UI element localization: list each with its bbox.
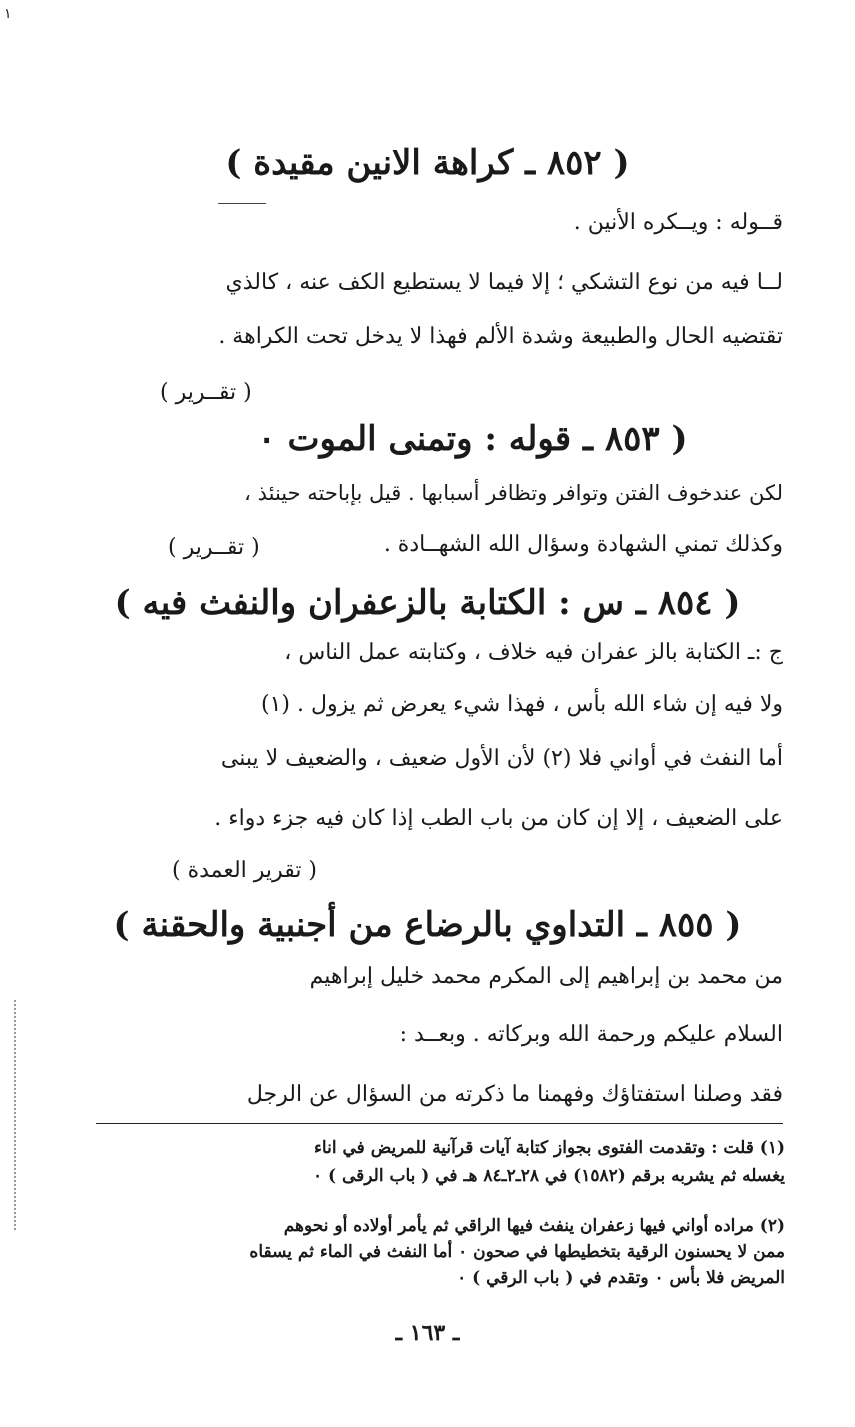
body-line: أما النفث في أواني فلا (٢) لأن الأول ضعيف ، والضعيف لا يبنى — [220, 746, 783, 771]
body-line: وكذلك تمني الشهادة وسؤال الله الشهــادة . — [383, 532, 783, 557]
body-line: السلام عليكم ورحمة الله وبركاته . وبعــد : — [399, 1022, 783, 1047]
footnote-separator — [96, 1123, 783, 1124]
section-heading-855: ( ٨٥٥ ـ التداوي بالرضاع من أجنبية والحقنة ) — [113, 905, 742, 945]
footnote-line: يغسله ثم يشربه برقم (١٥٨٢) في ٢٨ـ٢ـ٨٤ هـ في ( باب الرقى ) ٠ — [312, 1166, 785, 1186]
body-line: لكن عندخوف الفتن وتوافر وتظافر أسبابها . قيل بإباحته حينئذ ، — [244, 481, 783, 505]
body-line: فقد وصلنا استفتاؤك وفهمنا ما ذكرته من السؤال عن الرجل — [246, 1082, 783, 1107]
body-line: ج :ـ الكتابة بالز عفران فيه خلاف ، وكتابته عمل الناس ، — [284, 640, 783, 665]
footnote-line: ممن لا يحسنون الرقية بتخطيطها في صحون ٠ أما النفث في الماء ثم يسقاه — [249, 1242, 785, 1262]
footnote-line: (١) قلت : وتقدمت الفتوى بجواز كتابة آيات قرآنية للمريض في اناء — [313, 1138, 785, 1158]
section-heading-852: ( ٨٥٢ ـ كراهة الانين مقيدة ) — [225, 143, 630, 183]
page-number: ـ ١٦٣ ـ — [395, 1320, 460, 1346]
section-heading-854: ( ٨٥٤ ـ س : الكتابة بالزعفران والنفث فيه ) — [114, 583, 741, 623]
body-line: من محمد بن إبراهيم إلى المكرم محمد خليل إبراهيم — [309, 964, 783, 989]
section-heading-853: ( ٨٥٣ ـ قوله : وتمنى الموت ٠ — [257, 419, 688, 459]
body-line: لــا فيه من نوع التشكي ؛ إلا فيما لا يستطيع الكف عنه ، كالذي — [225, 270, 783, 295]
source-note: ( تقرير العمدة ) — [172, 858, 318, 883]
scan-edge-dots — [14, 1000, 18, 1230]
footnote-line: (٢) مراده أواني فيها زعفران ينفث فيها الراقي ثم يأمر أولاده أو نحوهم — [283, 1216, 785, 1236]
source-note: ( تقــرير ) — [168, 535, 260, 560]
source-note: ( تقــرير ) — [160, 380, 252, 405]
body-line: قــوله : ويــكره الأنين . — [573, 210, 783, 235]
body-line: ولا فيه إن شاء الله بأس ، فهذا شيء يعرض ثم يزول . (١) — [261, 692, 783, 717]
body-line: على الضعيف ، إلا إن كان من باب الطب إذا كان فيه جزء دواء . — [214, 806, 783, 831]
footnote-line: المريض فلا بأس ٠ وتقدم في ( باب الرقي ) ٠ — [457, 1268, 785, 1288]
body-line: تقتضيه الحال والطبيعة وشدة الألم فهذا لا يدخل تحت الكراهة . — [218, 324, 783, 349]
decorative-dash — [218, 203, 266, 204]
corner-mark: ١ — [4, 6, 12, 22]
